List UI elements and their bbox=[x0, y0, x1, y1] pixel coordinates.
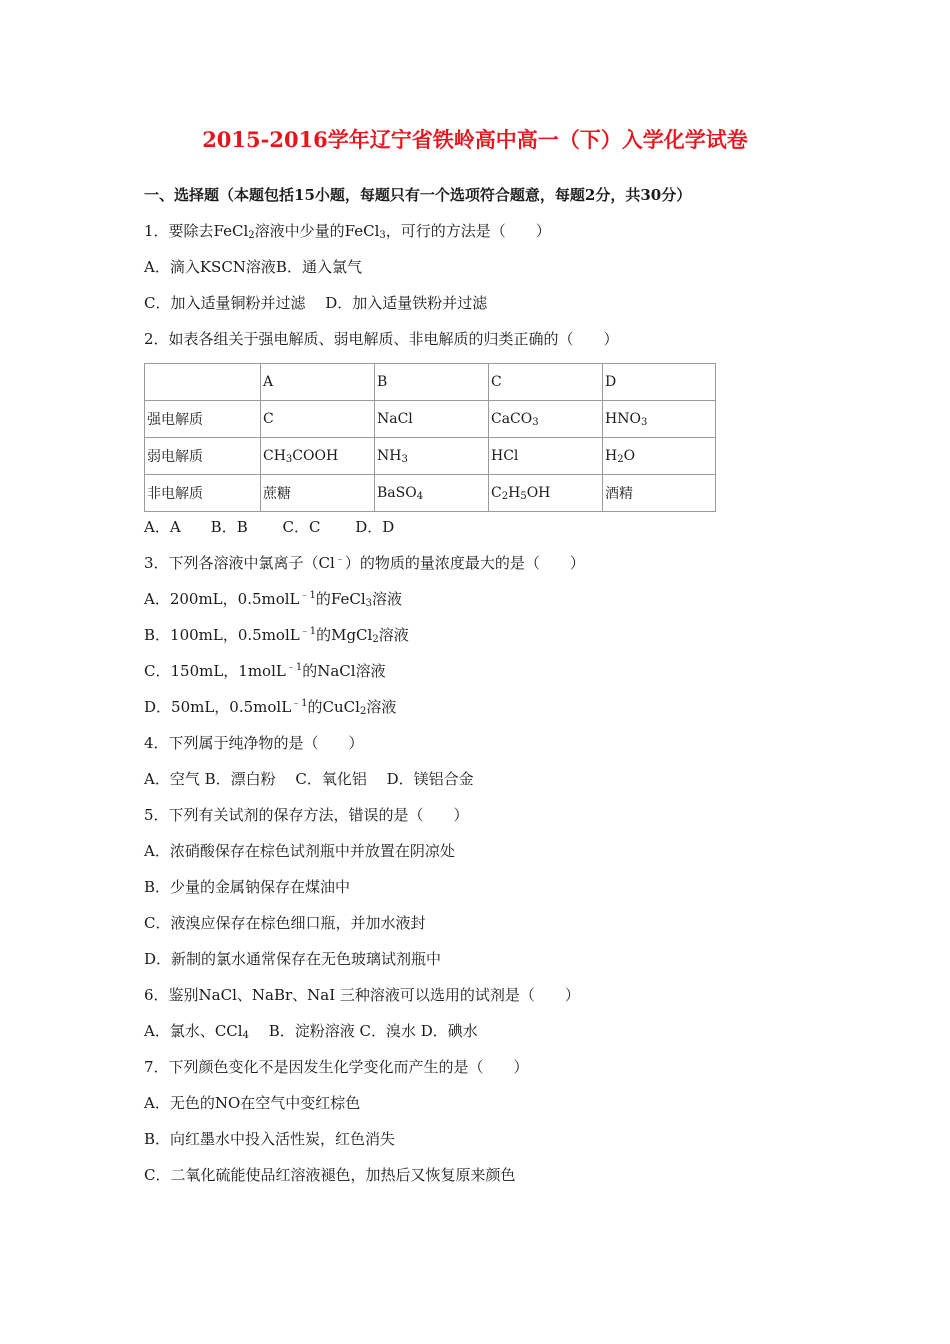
table-cell: D bbox=[603, 364, 716, 401]
question-5-option-d: D．新制的氯水通常保存在无色玻璃试剂瓶中 bbox=[144, 950, 442, 968]
question-6-options: A．氯水、CCl$_4$ B．淀粉溶液 C．溴水 D．碘水 bbox=[144, 1022, 478, 1041]
question-5-option-a: A．浓硝酸保存在棕色试剂瓶中并放置在阴凉处 bbox=[144, 842, 455, 860]
table-cell: 酒精 bbox=[603, 475, 716, 512]
table-cell: 非电解质 bbox=[145, 475, 261, 512]
table-cell: B bbox=[375, 364, 489, 401]
question-1-options-cd: C．加入适量铜粉并过滤 D．加入适量铁粉并过滤 bbox=[144, 294, 488, 312]
table-cell: $H_2O$ bbox=[603, 438, 716, 475]
question-7-option-b: B．向红墨水中投入活性炭，红色消失 bbox=[144, 1130, 396, 1148]
question-2-options: A．A B．B C．C D．D bbox=[144, 518, 395, 536]
table-cell: 弱电解质 bbox=[145, 438, 261, 475]
question-7-option-c: C．二氧化硫能使品红溶液褪色，加热后又恢复原来颜色 bbox=[144, 1166, 516, 1184]
page-title: 2015-2016学年辽宁省铁岭高中高一（下）入学化学试卷 bbox=[202, 127, 748, 152]
table-header-row bbox=[145, 364, 716, 401]
question-1-stem: 1．要除去FeCl$_2$溶液中少量的FeCl$_3$，可行的方法是（ ） bbox=[144, 222, 551, 241]
question-3-stem: 3．下列各溶液中氯离子（Cl﹣）的物质的量浓度最大的是（ ） bbox=[144, 554, 585, 572]
question-3-option-c: C．150mL，1molL$^{﹣1}$的NaCl溶液 bbox=[144, 662, 386, 680]
question-3-option-a: A．200mL，0.5molL$^{﹣1}$的FeCl$_3$溶液 bbox=[144, 590, 403, 609]
table-row bbox=[145, 401, 716, 438]
question-2-stem: 2．如表各组关于强电解质、弱电解质、非电解质的归类正确的（ ） bbox=[144, 330, 619, 348]
question-5-stem: 5．下列有关试剂的保存方法，错误的是（ ） bbox=[144, 806, 469, 824]
question-4-stem: 4．下列属于纯净物的是（ ） bbox=[144, 734, 364, 752]
table-cell: C bbox=[261, 401, 375, 438]
table-cell: HCl bbox=[489, 438, 603, 475]
electrolyte-table bbox=[144, 363, 716, 512]
table-cell: CaCO$_3$ bbox=[489, 401, 603, 438]
table-cell: C bbox=[489, 364, 603, 401]
table-cell: 蔗糖 bbox=[261, 475, 375, 512]
table-cell: $CH_3COOH$ bbox=[261, 438, 375, 475]
table-row bbox=[145, 475, 716, 512]
question-5-option-b: B．少量的金属钠保存在煤油中 bbox=[144, 878, 351, 896]
question-5-option-c: C．液溴应保存在棕色细口瓶，并加水液封 bbox=[144, 914, 426, 932]
table-cell: A bbox=[261, 364, 375, 401]
section-heading: 一、选择题（本题包括15小题，每题只有一个选项符合题意，每题2分，共30分） bbox=[144, 186, 692, 204]
question-7-option-a: A．无色的NO在空气中变红棕色 bbox=[144, 1094, 361, 1112]
table-cell: $HNO_3$ bbox=[603, 401, 716, 438]
question-3-option-d: D．50mL，0.5molL$^{﹣1}$的CuCl$_2$溶液 bbox=[144, 698, 397, 717]
table-cell: $C_2H_5OH$ bbox=[489, 475, 603, 512]
question-3-option-b: B．100mL，0.5molL$^{﹣1}$的MgCl$_2$溶液 bbox=[144, 626, 409, 645]
table-cell: 强电解质 bbox=[145, 401, 261, 438]
table-cell: $NH_3$ bbox=[375, 438, 489, 475]
table-row bbox=[145, 438, 716, 475]
question-1-options-ab: A．滴入KSCN溶液B．通入氯气 bbox=[144, 258, 362, 276]
table-cell bbox=[145, 364, 261, 401]
question-7-stem: 7．下列颜色变化不是因发生化学变化而产生的是（ ） bbox=[144, 1058, 529, 1076]
table-cell: BaSO$_4$ bbox=[375, 475, 489, 512]
question-6-stem: 6．鉴别NaCl、NaBr、NaI 三种溶液可以选用的试剂是（ ） bbox=[144, 986, 580, 1004]
question-4-options: A．空气 B．漂白粉 C．氧化铝 D．镁铝合金 bbox=[144, 770, 474, 788]
table-cell: NaCl bbox=[375, 401, 489, 438]
